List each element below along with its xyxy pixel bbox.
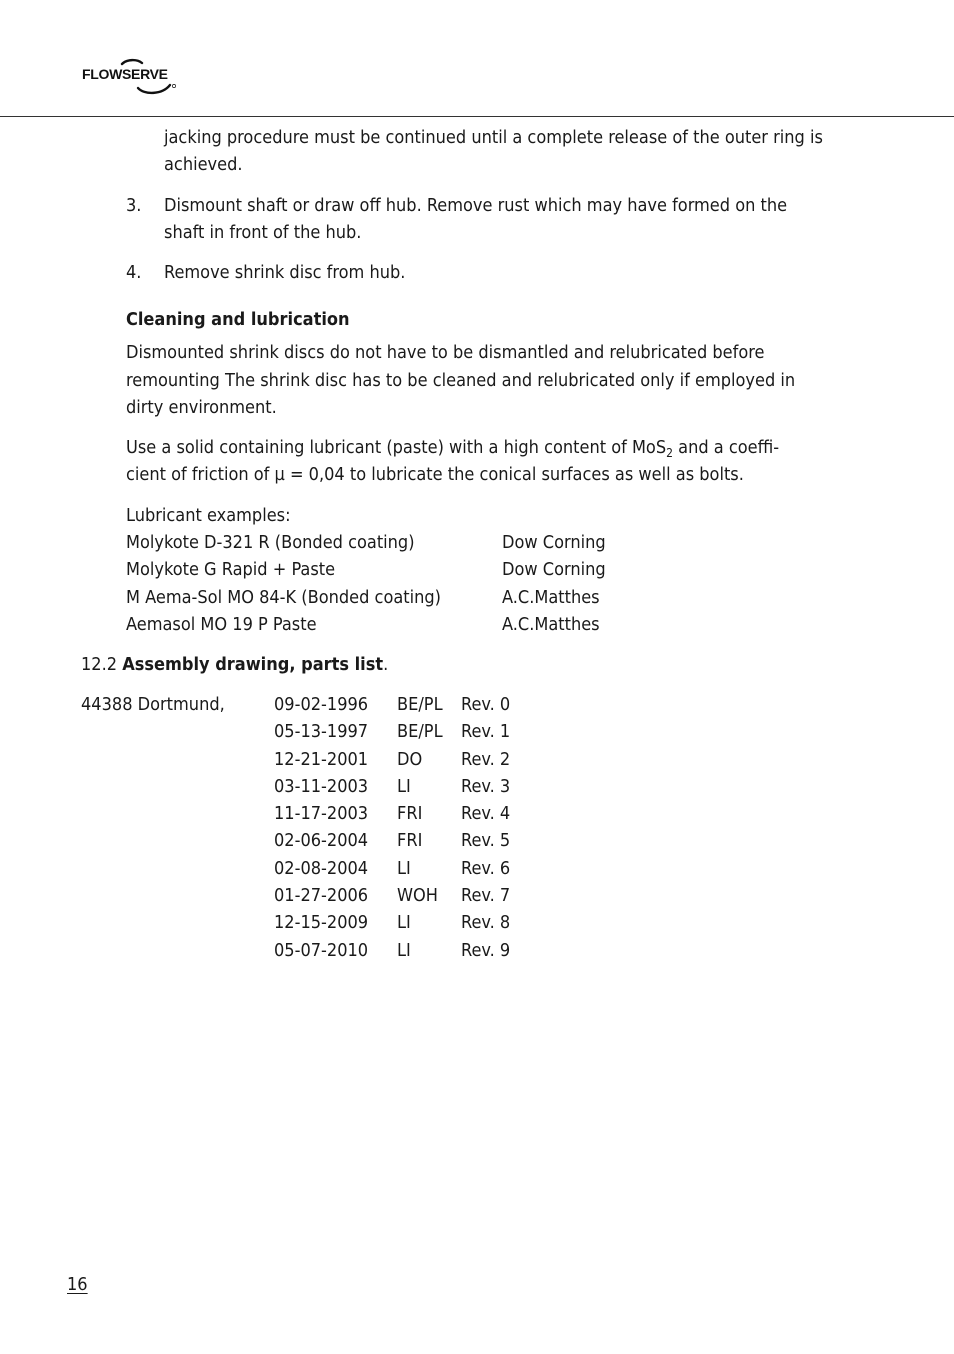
revision-initials: BE/PL [397,694,443,715]
jacking-line-1: jacking procedure must be continued until a complete release of the outer ring is [164,127,823,148]
revision-initials: LI [397,912,411,934]
mos2-subscript: 2 [666,446,673,460]
jacking-line-2: achieved. [164,154,243,175]
revision-initials: LI [397,857,411,879]
section-title: Assembly drawing, parts list [122,654,384,675]
revision-date: 01-27-2006 [274,885,369,907]
revision-number: Rev. 6 [461,857,511,879]
revision-date: 03-11-2003 [274,775,369,797]
page-number: 16 [67,1274,88,1295]
revision-initials: BE/PL [397,721,443,743]
dismounted-line-3: dirty environment. [126,397,277,418]
header-rule [0,116,954,117]
revision-number: Rev. 7 [461,885,511,907]
lubricant-line-1 [126,434,779,461]
revision-date: 12-15-2009 [274,912,369,934]
revision-initials: LI [397,775,411,797]
lubricant-maker: Dow Corning [502,532,606,553]
step-3-line-2: shaft in front of the hub. [164,222,362,243]
dismounted-line-1: Dismounted shrink discs do not have to be dismantled and relubricated before [126,342,765,363]
lubricant-line-1-pre: Use a solid containing lubricant (paste) with a high content of MoS [126,437,667,458]
lubricant-maker: A.C.Matthes [502,613,600,635]
revision-place: 44388 Dortmund, [81,694,225,715]
lubricant-maker: Dow Corning [502,559,606,581]
revision-dates-column [274,691,368,964]
step-4-number: 4. [126,262,142,283]
revision-number: Rev. 0 [461,694,511,715]
revision-number: Rev. 1 [461,721,511,743]
lubricant-makers-column [502,529,606,638]
revision-number: Rev. 2 [461,748,511,770]
revision-date: 09-02-1996 [274,694,369,715]
revision-number: Rev. 4 [461,803,511,825]
revision-date: 11-17-2003 [274,803,369,825]
cleaning-heading: Cleaning and lubrication [126,309,350,330]
revision-date: 12-21-2001 [274,748,369,770]
logo-wordmark: FLOWSERVE [82,66,168,82]
revision-numbers-column [461,691,510,964]
lubricant-line-2: cient of friction of µ = 0,04 to lubricate the conical surfaces as well as bolts. [126,464,744,485]
section-trailing: . [383,654,389,675]
lubricant-product: Aemasol MO 19 P Paste [126,613,317,635]
lubricant-product: Molykote G Rapid + Paste [126,559,336,581]
revision-date: 05-07-2010 [274,939,369,961]
revision-number: Rev. 8 [461,912,511,934]
revision-initials: FRI [397,803,423,825]
lubricant-examples-label: Lubricant examples: [126,505,291,526]
dismounted-line-2: remounting The shrink disc has to be cleaned and relubricated only if employed in [126,370,796,391]
revision-initials-column [397,691,443,964]
lubricant-product: Molykote D-321 R (Bonded coating) [126,532,415,553]
revision-number: Rev. 3 [461,775,511,797]
revision-date: 05-13-1997 [274,721,369,743]
revision-initials: LI [397,939,411,961]
flowserve-logo [82,58,182,98]
lubricant-product: M Aema-Sol MO 84-K (Bonded coating) [126,586,441,608]
revision-date: 02-06-2004 [274,830,369,852]
section-number: 12.2 [81,654,123,675]
step-3-line-1: Dismount shaft or draw off hub. Remove rust which may have formed on the [164,195,788,216]
step-4-line-1: Remove shrink disc from hub. [164,262,406,283]
lubricant-maker: A.C.Matthes [502,586,600,608]
section-12-2-heading [81,651,388,678]
lubricant-line-1-post: and a coeffi- [673,437,780,458]
revision-initials: FRI [397,830,423,852]
revision-number: Rev. 9 [461,939,511,961]
revision-initials: DO [397,748,423,770]
revision-number: Rev. 5 [461,830,511,852]
lubricant-products-column [126,529,441,638]
step-3-number: 3. [126,195,142,216]
revision-date: 02-08-2004 [274,857,369,879]
revision-initials: WOH [397,885,438,907]
